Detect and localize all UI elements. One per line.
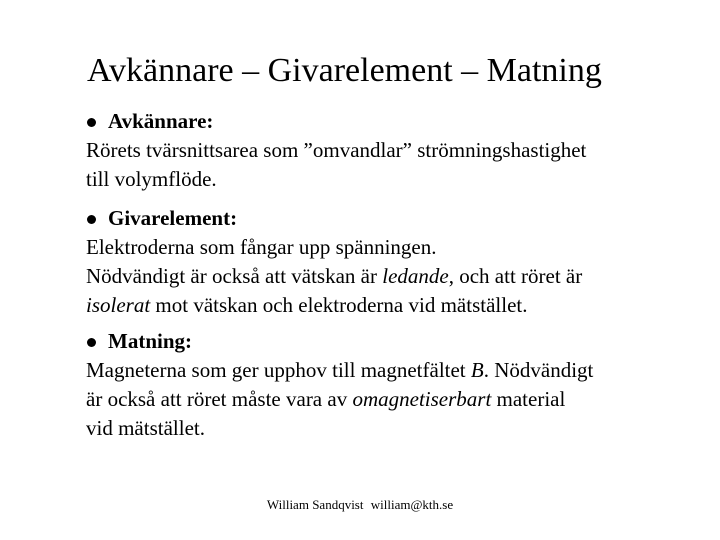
bullet-icon (87, 215, 96, 224)
body-text: vid mätstället. (86, 416, 205, 440)
body-text: Magneterna som ger upphov till magnetfältet (86, 358, 471, 382)
author-name: William Sandqvist (266, 497, 364, 512)
emphasis-text: ledande (382, 264, 449, 288)
section-heading (86, 107, 586, 136)
slide-title: Avkännare – Givarelement – Matning (87, 52, 602, 89)
body-line (86, 385, 593, 414)
body-line (86, 291, 582, 320)
section-matning (86, 327, 593, 443)
body-text: , och att röret är (448, 264, 583, 288)
footer (0, 497, 720, 513)
section-heading (86, 327, 593, 356)
emphasis-text: omagnetiserbart (352, 387, 492, 411)
emphasis-text: isolerat (86, 293, 151, 317)
bullet-icon (87, 338, 96, 347)
body-line (86, 414, 593, 443)
section-heading-text: Avkännare: (108, 109, 214, 133)
body-text: är också att röret måste vara av (86, 387, 353, 411)
body-line (86, 262, 582, 291)
body-line (86, 165, 586, 194)
bullet-icon (87, 118, 96, 127)
body-text: . Nödvändigt (483, 358, 594, 382)
section-heading (86, 204, 582, 233)
body-line (86, 136, 586, 165)
body-text: Elektroderna som fångar upp spänningen. (86, 235, 437, 259)
section-avkannare (86, 107, 586, 194)
section-heading-text: Givarelement: (108, 206, 238, 230)
body-line (86, 356, 593, 385)
author-email: william@kth.se (370, 497, 454, 512)
body-text: till volymflöde. (86, 167, 217, 191)
section-givarelement (86, 204, 582, 320)
emphasis-text: B (470, 358, 484, 382)
body-text: Rörets tvärsnittsarea som ”omvandlar” strömningshastighet (86, 138, 587, 162)
body-text: material (491, 387, 566, 411)
body-text: Nödvändigt är också att vätskan är (86, 264, 383, 288)
body-text: mot vätskan och elektroderna vid mätstället. (150, 293, 528, 317)
body-line (86, 233, 582, 262)
section-heading-text: Matning: (108, 329, 192, 353)
